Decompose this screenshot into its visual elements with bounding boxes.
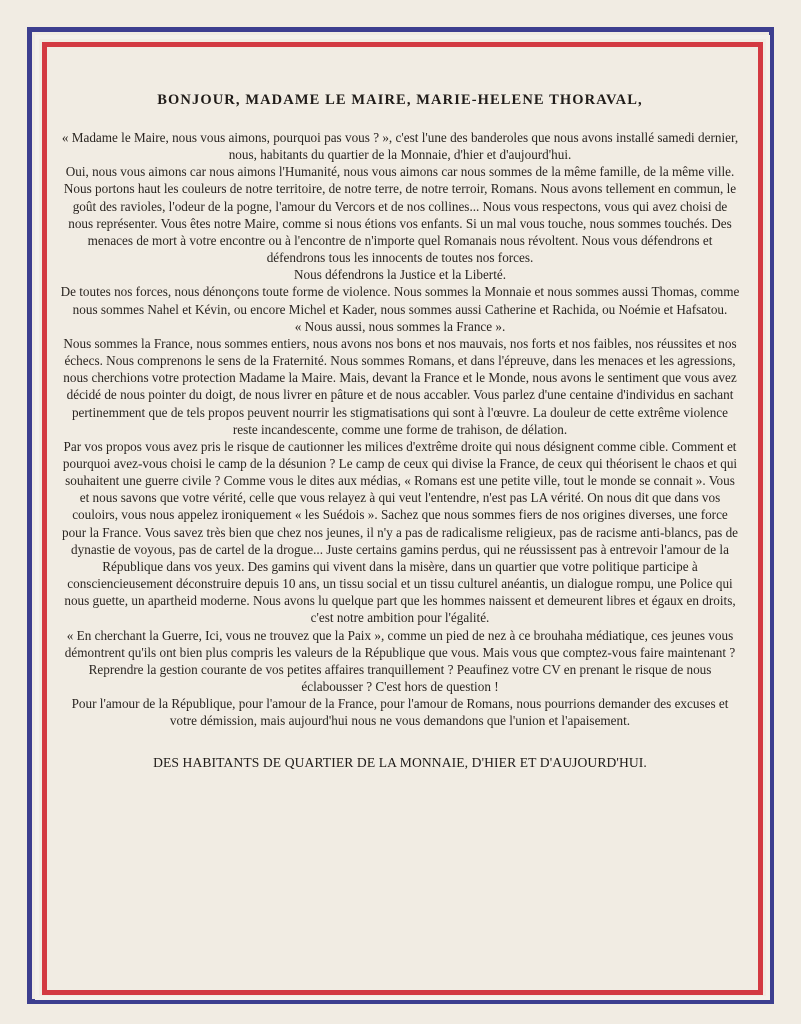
paragraph: Oui, nous vous aimons car nous aimons l'Humanité, nous vous aimons car nous sommes de la même famille, de la même ville. Nous portons haut les couleurs de notre territoire, de notre terre, de notre terroir, Romans. Nous avons tellement en commun, le goût des ravioles, l'odeur de la pogne, l'amour du Vercors et de nos collines... Nous vous respectons, vous qui avez choisi de nous représenter. Vous êtes notre Maire, comme si nous étions vos enfants. Si un mal vous touche, nous sommes touchés. Des menaces de mort à votre encontre ou à l'encontre de n'importe quel Romanais nous révoltent. Nous vous défendrons et défendrons tous les innocents de toutes nos forces. — [63, 164, 737, 266]
paragraph: « En cherchant la Guerre, Ici, vous ne trouvez que la Paix », comme un pied de nez à ce brouhaha médiatique, ces jeunes vous démontrent qu'ils ont bien plus compris les valeurs de la République que vous. Mais vous que comptez-vous faire maintenant ? Reprendre la gestion courante de vos petites affaires tranquillement ? Peaufinez votre CV en prenant le risque de nous éclabousser ? C'est hors de question ! — [64, 627, 736, 694]
paragraph: Pour l'amour de la République, pour l'amour de la France, pour l'amour de Romans, nous pourrions demander des excuses et votre démission, mais aujourd'hui nous ne vous demandons que l'union et l'apaisement. — [71, 696, 729, 729]
letter-signature: DES HABITANTS DE QUARTIER DE LA MONNAIE, D'HIER ET D'AUJOURD'HUI. — [153, 755, 647, 771]
paragraph: « Nous aussi, nous sommes la France ». — [294, 318, 506, 334]
paragraph: « Madame le Maire, nous vous aimons, pourquoi pas vous ? », c'est l'une des banderoles que nous avons installé samedi dernier, nous, habitants du quartier de la Monnaie, d'hier et d'aujourd'hui. — [61, 130, 739, 163]
letter-body — [60, 129, 740, 729]
paragraph: Par vos propos vous avez pris le risque de cautionner les milices d'extrême droite qui nous désignent comme cible. Comment et pourquoi avez-vous choisi le camp de la désunion ? Le camp de ceux qui divise la France, de ceux qui théorisent le chaos et qui souhaitent une guerre civile ? Comme vous le dites aux médias, « Romans est une petite ville, tout le monde se connait ». Vous et nous savons que votre vérité, celle que vous relayez à qui veut l'entendre, n'est pas LA vérité. On nous dit que dans vos couloirs, vous nous appelez ironiquement « les Suédois ». Sachez que nous sommes fiers de nos origines diverses, une force pour la France. Vous savez très bien que chez nos jeunes, il n'y a pas de radicalisme religieux, pas de racisme anti-blancs, pas de dynastie de voyous, pas de cartel de la drogue... Juste certains gamins perdus, qui ne réussissent pas à entrevoir l'amour de la République dans vos yeux. Des gamins qui vivent dans la misère, dans un quartier que votre politique participe à consciencieusement déconstruire depuis 10 ans, un tissu social et un tissu culturel anéantis, un dialogue rompu, une Police qui nous guette, un apartheid moderne. Nous avons lu quelque part que les hommes naissent et demeurent libres et égaux en droits, c'est notre ambition pour l'égalité. — [61, 438, 739, 626]
letter-content — [60, 92, 740, 771]
paragraph: De toutes nos forces, nous dénonçons toute forme de violence. Nous sommes la Monnaie et nous sommes aussi Thomas, comme nous sommes Nahel et Kévin, ou encore Michel et Kader, nous sommes aussi Catherine et Rachida, ou Noémie et Hafsatou. — [60, 284, 740, 317]
letter-greeting: BONJOUR, MADAME LE MAIRE, MARIE-HELENE THORAVAL, — [157, 92, 643, 108]
paragraph: Nous défendrons la Justice et la Liberté. — [293, 267, 507, 283]
paragraph: Nous sommes la France, nous sommes entiers, nous avons nos bons et nos mauvais, nos forts et nos faibles, nos réussites et nos échecs. Nous comprenons le sens de la Fraternité. Nous sommes Romans, et dans l'épreuve, dans les menaces et les agressions, nous cherchions votre protection Madame la Maire. Mais, devant la France et le Monde, nous avons le sentiment que vous avez décidé de nous pointer du doigt, de nous livrer en pâture et de nous accabler. Vous parlez d'une centaine d'individus en sachant pertinemment que de tels propos peuvent nourrir les stigmatisations qui sont à l'œuvre. La douleur de cette extrême violence reste incandescente, comme une forme de trahison, de délation. — [63, 335, 737, 437]
